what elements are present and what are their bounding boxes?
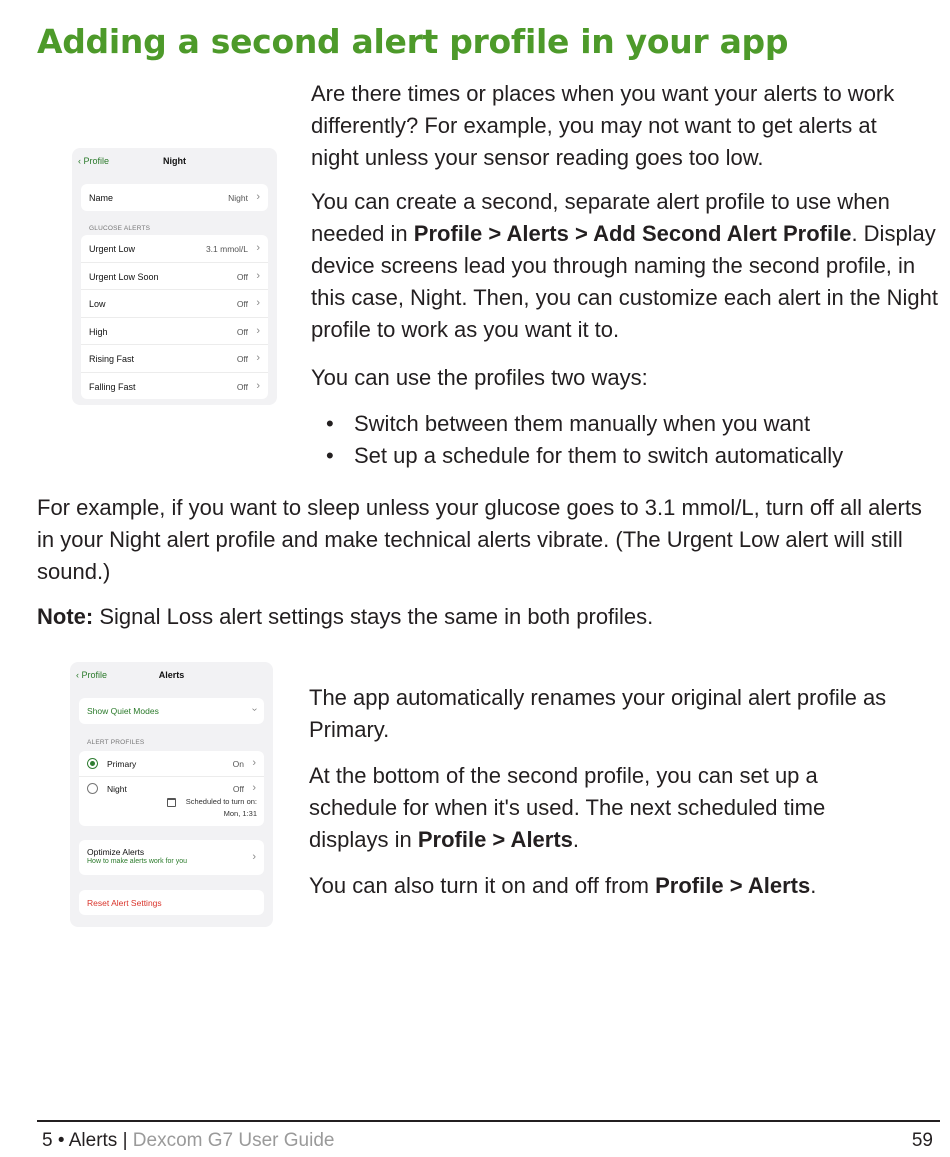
alert-row-high[interactable]: High Off › — [81, 318, 268, 346]
profile-row-night[interactable]: Night Off › Scheduled to turn on: Mon, 1:31 — [79, 776, 264, 826]
chevron-right-icon: › — [256, 242, 260, 254]
screen-title: Alerts — [158, 670, 185, 680]
alert-row-urgent-low-soon[interactable]: Urgent Low Soon Off › — [81, 263, 268, 291]
note-paragraph: Note: Signal Loss alert settings stays the same in both profiles. — [37, 604, 654, 629]
section-header: GLUCOSE ALERTS — [89, 225, 151, 232]
name-row[interactable]: Name Night › — [89, 191, 260, 203]
rename-paragraph: The app automatically renames your original alert profile as Primary. — [309, 685, 887, 742]
list-item: • Switch between them manually when you want — [322, 408, 843, 440]
chevron-down-icon: › — [248, 707, 260, 712]
glucose-alerts-card — [81, 235, 268, 399]
footer-chapter: 5 • Alerts | Dexcom G7 User Guide — [42, 1130, 335, 1151]
nav-bar — [70, 662, 273, 688]
chevron-right-icon: › — [256, 324, 260, 337]
screen-title: Night — [163, 156, 186, 166]
quiet-modes-card[interactable]: Show Quiet Modes › — [79, 698, 264, 724]
name-card — [81, 184, 268, 211]
menu-path: Profile > Alerts — [417, 827, 573, 852]
chevron-right-icon: › — [256, 379, 260, 392]
chevron-right-icon: › — [256, 297, 260, 309]
note-label: Note: — [37, 604, 94, 629]
calendar-icon — [167, 798, 176, 807]
alert-row-falling-fast[interactable]: Falling Fast Off › — [89, 379, 260, 392]
alert-row-low[interactable]: Low Off › — [81, 290, 268, 318]
list-item: • Set up a schedule for them to switch automatically — [322, 440, 843, 472]
chevron-right-icon: › — [252, 851, 256, 863]
chevron-right-icon: › — [256, 352, 260, 364]
alert-profiles-card — [79, 751, 264, 826]
chevron-right-icon: › — [252, 782, 256, 794]
ways-list — [322, 408, 843, 472]
radio-unselected-icon[interactable] — [87, 783, 98, 794]
alert-row-rising-fast[interactable]: Rising Fast Off › — [81, 345, 268, 373]
profile-row-primary[interactable]: Primary On › — [79, 751, 264, 777]
radio-selected-icon[interactable] — [87, 758, 98, 769]
menu-path: Profile > Alerts > Add Second Alert Profile — [413, 221, 852, 246]
schedule-paragraph: At the bottom of the second profile, you can set up a schedule for when it's used. The next scheduled time displays in Profile > Alerts. — [309, 763, 826, 852]
page-number: 59 — [911, 1130, 933, 1151]
alerts-screenshot — [70, 662, 273, 927]
on-off-paragraph: You can also turn it on and off from Profile > Alerts. — [309, 873, 817, 898]
create-profile-paragraph: You can create a second, separate alert profile to use when needed in Profile > Alerts > Add Second Alert Profile. Display device screens lead you through naming the second profile, in this case, Night. Then, you can customize each alert in the Night profile to work as you want it to. — [311, 189, 938, 342]
alert-row-urgent-low[interactable]: Urgent Low 3.1 mmol/L › — [81, 235, 268, 263]
two-ways-paragraph: You can use the profiles two ways: — [311, 365, 648, 390]
page-title: Adding a second alert profile in your app — [37, 22, 789, 61]
night-profile-screenshot — [72, 148, 277, 405]
nav-bar — [72, 148, 277, 174]
example-paragraph: For example, if you want to sleep unless your glucose goes to 3.1 mmol/L, turn off all alerts in your Night alert profile and make technical alerts vibrate. (The Urgent Low alert will still sound.) — [37, 495, 922, 584]
footer-divider — [37, 1120, 940, 1122]
optimize-alerts-card[interactable]: Optimize Alerts How to make alerts work for you › — [79, 840, 264, 875]
back-link[interactable]: ‹ Profile — [76, 670, 108, 680]
chevron-right-icon: › — [252, 757, 256, 769]
chevron-right-icon: › — [256, 269, 260, 282]
section-header: ALERT PROFILES — [87, 739, 145, 746]
reset-alerts-card[interactable]: Reset Alert Settings — [79, 890, 264, 915]
chevron-right-icon: › — [256, 191, 260, 203]
intro-paragraph: Are there times or places when you want your alerts to work differently? For example, you may not want to get alerts at night unless your sensor reading goes too low. — [311, 81, 895, 170]
menu-path: Profile > Alerts — [655, 873, 811, 898]
back-link[interactable]: ‹ Profile — [78, 156, 110, 166]
